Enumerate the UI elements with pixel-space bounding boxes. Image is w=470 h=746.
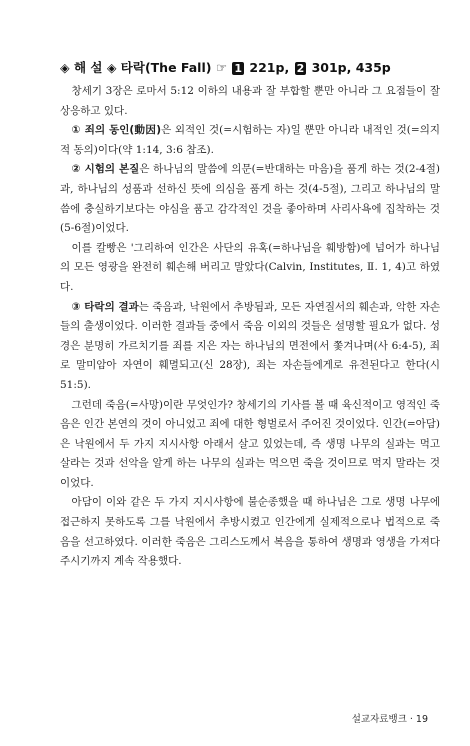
page-number: 19 [415, 714, 428, 725]
paragraph-5 [60, 298, 440, 396]
paragraph-text: 창세기 3장은 로마서 5:12 이하의 내용과 잘 부합할 뿐만 아니라 그 요점들이 잘 상응하고 있다. [60, 85, 440, 117]
paragraph-text: 이를 칼빵은 '그리하여 인간은 사단의 유혹(=하나님을 훼방함)에 넘어가 하나님의 모든 영광을 완전히 훼손해 버리고 말았다(Calvin, Institutes, Ⅱ. 1, 4)고 하였다. [60, 241, 440, 293]
footer-book-title: 설교자료뱅크 [351, 714, 407, 725]
ref2-number-badge: 2 [296, 62, 305, 75]
paragraph-2 [60, 121, 440, 160]
body-text [60, 82, 440, 572]
ref1-pages: 221p, [249, 60, 290, 75]
paragraph-text: 은 하나님의 말씀에 의문(=반대하는 마음)을 품게 하는 것(2-4절)과, 하나님의 성품과 선하신 뜻에 의심을 품게 하는 것(4-5절), 그리고 하나님의 말씀에 충실하기보다는 야심을 품고 감각적인 것을 좋아하며 사리사욕에 집착하는 것(5-6절)이었다. [60, 163, 441, 235]
paragraph-3 [60, 160, 440, 238]
ref2-pages: 301p, 435p [311, 60, 391, 75]
header-title: 타락(The Fall) [120, 60, 212, 75]
paragraph-text: 아담이 이와 같은 두 가지 지시사항에 불순종했을 때 하나님은 그로 생명 나무에 접근하지 못하도록 그를 낙원에서 추방시켰고 인간에게 실제적으로나 법적으로 죽음을 선고하였다. 이러한 죽음은 그리스도께서 복음을 통하여 생명과 영생을 가져다 주시기까지 계속 작용했다. [60, 496, 440, 568]
section-header [60, 58, 440, 76]
paragraph-lead: ① 죄의 동인(動因) [71, 124, 162, 137]
paragraph-lead: ③ 타락의 결과 [71, 300, 139, 313]
paragraph-text: 는 죽음과, 낙원에서 추방됨과, 모든 자연질서의 훼손과, 악한 자손들의 출생이었다. 이러한 결과들 중에서 죽음 이외의 것들은 설명할 필요가 없다. 성경은 분명히 가르치기를 죄를 지은 자는 하나님의 면전에서 쫓겨나며(사 6:4-5), 죄로 말미암아 자연이 훼멸되고(신 28장), 죄는 자손들에게로 유전된다고 한다(시 51:5). [60, 300, 440, 391]
paragraph-text: 그런데 죽음(=사망)이란 무엇인가? 창세기의 기사를 볼 때 육신적이고 영적인 죽음은 인간 본연의 것이 아니었고 죄에 대한 형벌로서 주어진 것이었다. 인간(=아담)은 낙원에서 두 가지 지시사항 아래서 살고 있었는데, 즉 생명 나무의 실과는 먹고 살라는 것과 선악을 알게 하는 나무의 실과는 먹으면 죽을 것이므로 먹지 말라는 것이었다. [60, 398, 440, 489]
pointing-hand-icon: ☞ [215, 60, 228, 75]
paragraph-1 [60, 82, 440, 121]
paragraph-6 [60, 396, 440, 494]
paragraph-4 [60, 239, 440, 298]
paragraph-lead: ② 시험의 본질 [71, 163, 140, 176]
paragraph-7 [60, 493, 440, 571]
footer-separator: · [409, 714, 413, 725]
header-prefix: ◈ 해 설 ◈ [60, 60, 117, 75]
ref1-number-badge: 1 [234, 62, 243, 75]
paragraph-text: 은 외적인 것(=시험하는 자)일 뿐만 아니라 내적인 것(=의지적 동의)이다(약 1:14, 3:6 참조). [60, 124, 440, 156]
page-footer [352, 711, 428, 725]
